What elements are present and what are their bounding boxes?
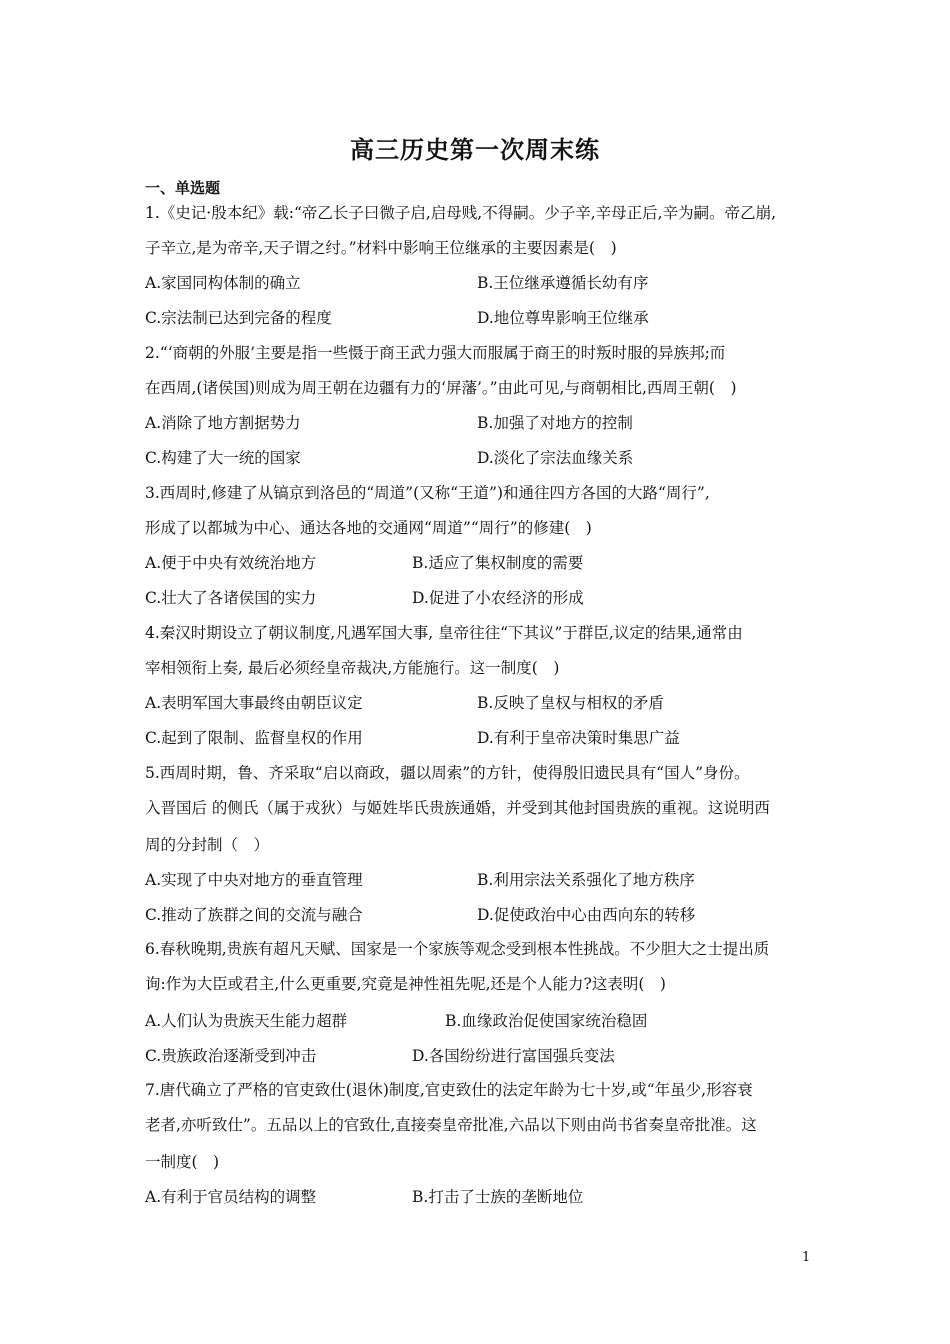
q3-line-1: 3.西周时,修建了从镐京到洛邑的“周道”(又称“王道”)和通往四方各国的大路“周行”, bbox=[145, 484, 710, 502]
q4-option-d: D.有利于皇帝决策时集思广益 bbox=[477, 729, 680, 747]
q6-option-c: C.贵族政治逐渐受到冲击 bbox=[145, 1047, 317, 1065]
section-heading: 一、单选题 bbox=[145, 179, 221, 197]
q4-option-c: C.起到了限制、监督皇权的作用 bbox=[145, 729, 363, 747]
q6-option-b: B.血缘政治促使国家统治稳固 bbox=[445, 1012, 648, 1030]
q7-option-a: A.有利于官员结构的调整 bbox=[145, 1188, 317, 1206]
page-number: 1 bbox=[802, 1250, 811, 1265]
q7-line-3: 一制度( ) bbox=[145, 1153, 220, 1171]
q5-option-b: B.利用宗法关系强化了地方秩序 bbox=[477, 871, 695, 889]
q2-line-1: 2.“‘商朝的外服’主要是指一些慑于商王武力强大而服属于商王的时叛时服的异族邦;而 bbox=[145, 344, 726, 362]
page-title: 高三历史第一次周末练 bbox=[350, 135, 600, 164]
q2-line-2: 在西周,(诸侯国)则成为周王朝在边疆有力的‘屏藩’。”由此可见,与商朝相比,西周王朝( ) bbox=[145, 379, 737, 397]
q6-option-d: D.各国纷纷进行富国强兵变法 bbox=[412, 1047, 615, 1065]
q5-line-1: 5.西周时期，鲁、齐采取“启以商政，疆以周索”的方针，使得殷旧遗民具有“国人”身份。 bbox=[145, 764, 750, 782]
q1-line-1: 1.《史记·殷本纪》载:“帝乙长子曰微子启,启母贱,不得嗣。少子辛,辛母正后,辛为嗣。帝乙崩, bbox=[145, 204, 776, 222]
q7-option-b: B.打击了士族的垄断地位 bbox=[412, 1188, 584, 1206]
q5-option-c: C.推动了族群之间的交流与融合 bbox=[145, 906, 363, 924]
q2-option-a: A.消除了地方割据势力 bbox=[145, 414, 301, 432]
q2-option-c: C.构建了大一统的国家 bbox=[145, 449, 301, 467]
q1-option-d: D.地位尊卑影响王位继承 bbox=[477, 309, 649, 327]
q5-line-3: 周的分封制（ ） bbox=[145, 836, 270, 854]
q3-option-b: B.适应了集权制度的需要 bbox=[412, 554, 584, 572]
q5-line-2: 入晋国后 的侧氏（属于戎狄）与姬姓毕氏贵族通婚，并受到其他封国贵族的重视。这说明西 bbox=[145, 799, 770, 817]
q1-option-c: C.宗法制已达到完备的程度 bbox=[145, 309, 332, 327]
q6-line-1: 6.春秋晚期,贵族有超凡天赋、国家是一个家族等观念受到根本性挑战。不少胆大之士提出质 bbox=[145, 940, 770, 958]
q2-option-b: B.加强了对地方的控制 bbox=[477, 414, 633, 432]
q4-line-1: 4.秦汉时期设立了朝议制度,凡遇军国大事, 皇帝往往“下其议”于群臣,议定的结果,通常由 bbox=[145, 624, 743, 642]
q7-line-1: 7.唐代确立了严格的官吏致仕(退休)制度,官吏致仕的法定年龄为七十岁,或“年虽少,形容衰 bbox=[145, 1081, 753, 1099]
q6-line-2: 询:作为大臣或君主,什么更重要,究竟是神性祖先呢,还是个人能力?这表明( ) bbox=[145, 975, 666, 993]
q5-option-d: D.促使政治中心由西向东的转移 bbox=[477, 906, 696, 924]
q3-option-c: C.壮大了各诸侯国的实力 bbox=[145, 589, 317, 607]
q4-option-a: A.表明军国大事最终由朝臣议定 bbox=[145, 694, 363, 712]
q1-option-a: A.家国同构体制的确立 bbox=[145, 274, 301, 292]
q5-option-a: A.实现了中央对地方的垂直管理 bbox=[145, 871, 363, 889]
q2-option-d: D.淡化了宗法血缘关系 bbox=[477, 449, 634, 467]
q4-line-2: 宰相领衔上奏, 最后必须经皇帝裁决,方能施行。这一制度( ) bbox=[145, 659, 560, 677]
q4-option-b: B.反映了皇权与相权的矛盾 bbox=[477, 694, 664, 712]
q3-option-a: A.便于中央有效统治地方 bbox=[145, 554, 317, 572]
q6-option-a: A.人们认为贵族天生能力超群 bbox=[145, 1012, 348, 1030]
q3-option-d: D.促进了小农经济的形成 bbox=[412, 589, 584, 607]
q1-line-2: 子辛立,是为帝辛,天子谓之纣。”材料中影响王位继承的主要因素是( ) bbox=[145, 239, 617, 257]
q3-line-2: 形成了以都城为中心、通达各地的交通网“周道”“周行”的修建( ) bbox=[145, 519, 592, 537]
q7-line-2: 老者,亦听致仕”。五品以上的官致仕,直接奏皇帝批准,六品以下则由尚书省奏皇帝批准。这 bbox=[145, 1116, 757, 1134]
q1-option-b: B.王位继承遵循长幼有序 bbox=[477, 274, 649, 292]
